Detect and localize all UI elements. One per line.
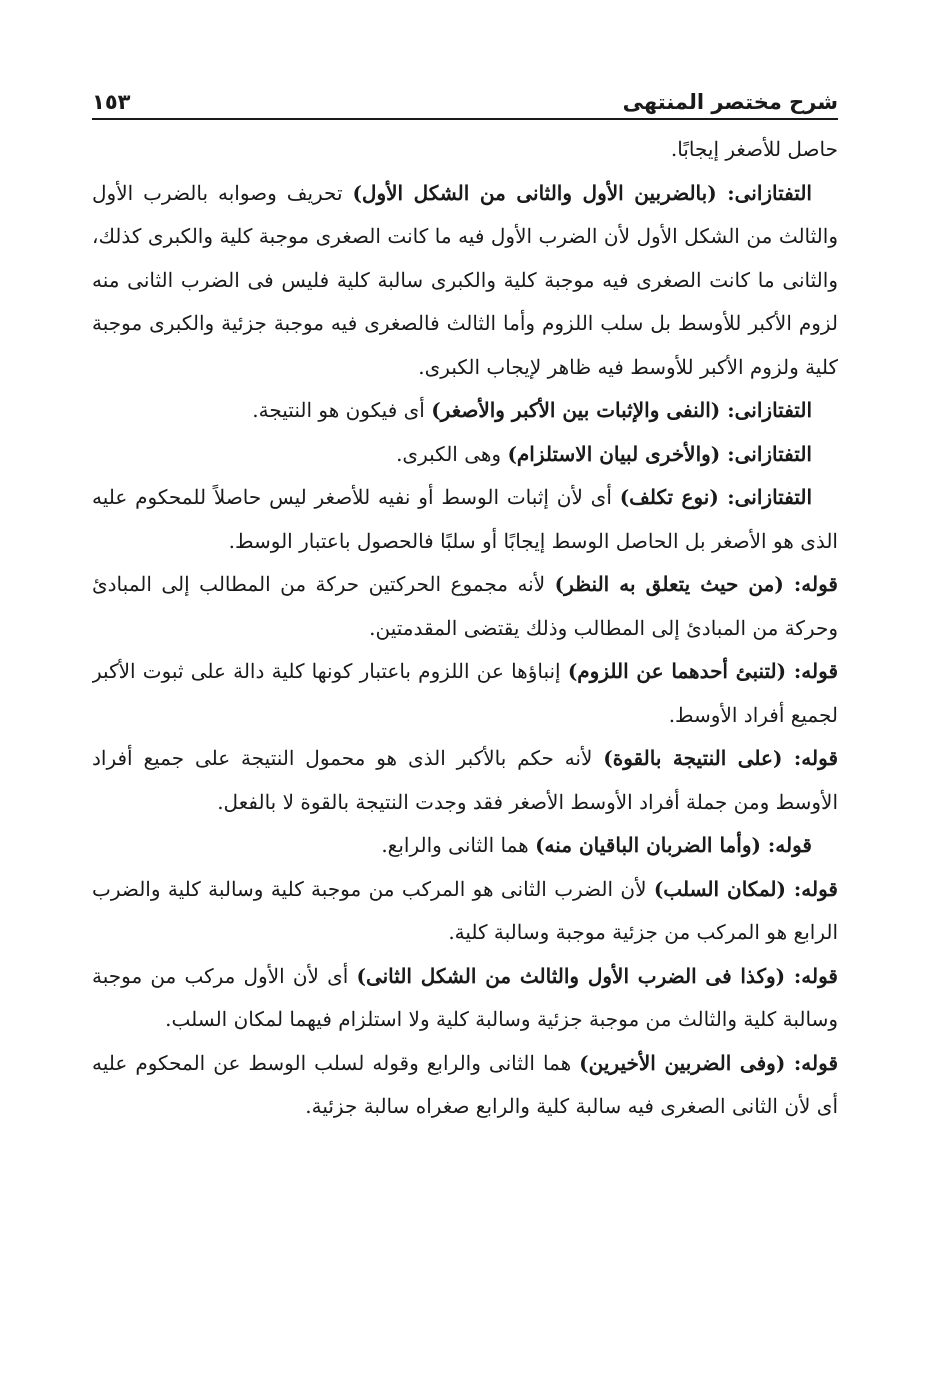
paragraph-text: هما الثانى والرابع.	[381, 833, 536, 857]
paragraph-lead: قوله: (لمكان السلب)	[653, 876, 838, 901]
paragraph-text: أى لأن الأول مركب من موجبة وسالبة كلية والثالث من موجبة جزئية وسالبة كلية ولا استلزام فيهما لمكان السلب.	[92, 963, 838, 1031]
page-header	[92, 78, 838, 120]
paragraph-lead: التفتازانى: (النفى والإثبات بين الأكبر والأصغر)	[431, 398, 812, 422]
paragraph-lead: التفتازانى: (والأخرى لبيان الاستلزام)	[507, 441, 812, 466]
paragraph-continuation	[92, 128, 838, 172]
page-body	[92, 128, 838, 1314]
paragraph-lead: قوله: (وكذا فى الضرب الأول والثالث من الشكل الثانى)	[356, 963, 838, 988]
paragraph-lead: قوله: (من حيث يتعلق به النظر)	[554, 572, 838, 596]
paragraph-text: لأنه مجموع الحركتين حركة من المطالب إلى المبادئ وحركة من المبادئ إلى المطالب وذلك يقتضى المقدمتين.	[92, 572, 838, 640]
paragraph-text: حاصل للأصغر إيجابًا.	[670, 137, 838, 161]
paragraph-lead: قوله: (على النتيجة بالقوة)	[603, 746, 838, 770]
paragraph-qawluh-6	[92, 955, 838, 1042]
paragraph-taftazani-3	[92, 433, 838, 477]
paragraph-text: تحريف وصوابه بالضرب الأول والثالث من الشكل الأول لأن الضرب الأول فيه ما كانت الصغرى موجبة كلية والكبرى كذلك، والثانى ما كانت الصغرى فيه موجبة كلية والكبرى سالبة كلية فليس فى الضرب الثانى منه لزوم الأكبر للأوسط بل سلب اللزوم وأما الثالث فالصغرى فيه موجبة جزئية والكبرى موجبة كلية ولزوم الأكبر للأوسط فيه ظاهر لإيجاب الكبرى.	[92, 180, 838, 379]
paragraph-text: أى لأن إثبات الوسط أو نفيه للأصغر ليس حاصلاً للمحكوم عليه الذى هو الأصغر بل الحاصل الوسط إيجابًا أو سلبًا فالحصول باعتبار الوسط.	[92, 485, 838, 553]
paragraph-lead: التفتازانى: (بالضربين الأول والثانى من الشكل الأول)	[352, 180, 812, 205]
paragraph-lead: قوله: (وأما الضربان الباقيان منه)	[535, 833, 812, 857]
paragraph-taftazani-1	[92, 172, 838, 390]
paragraph-taftazani-4	[92, 476, 838, 563]
paragraph-text: إنباؤها عن اللزوم باعتبار كونها كلية دالة على ثبوت الأكبر لجميع أفراد الأوسط.	[92, 659, 838, 727]
page-number: ١٥٣	[92, 90, 131, 114]
paragraph-qawluh-3	[92, 737, 838, 824]
paragraph-taftazani-2	[92, 389, 838, 433]
paragraph-lead: التفتازانى: (نوع تكلف)	[619, 485, 813, 509]
paragraph-qawluh-5	[92, 868, 838, 955]
paragraph-text: هما الثانى والرابع وقوله لسلب الوسط عن المحكوم عليه أى لأن الثانى الصغرى فيه سالبة كلية والرابع صغراه سالبة جزئية.	[92, 1050, 838, 1118]
running-title: شرح مختصر المنتهى	[622, 90, 838, 114]
paragraph-text: لأن الضرب الثانى هو المركب من موجبة كلية وسالبة كلية والضرب الرابع هو المركب من جزئية موجبة وسالبة كلية.	[92, 876, 838, 944]
paragraph-lead: قوله: (وفى الضربين الأخيرين)	[579, 1050, 838, 1075]
paragraph-text: لأنه حكم بالأكبر الذى هو محمول النتيجة على جميع أفراد الأوسط ومن جملة أفراد الأوسط الأصغر فقد وجدت النتيجة بالقوة لا بالفعل.	[92, 746, 838, 814]
paragraph-text: وهى الكبرى.	[396, 441, 508, 466]
paragraph-qawluh-4	[92, 824, 838, 868]
paragraph-qawluh-2	[92, 650, 838, 737]
paragraph-lead: قوله: (لتنبئ أحدهما عن اللزوم)	[567, 659, 838, 683]
paragraph-text: أى فيكون هو النتيجة.	[252, 398, 432, 422]
paragraph-qawluh-7	[92, 1042, 838, 1129]
paragraph-qawluh-1	[92, 563, 838, 650]
